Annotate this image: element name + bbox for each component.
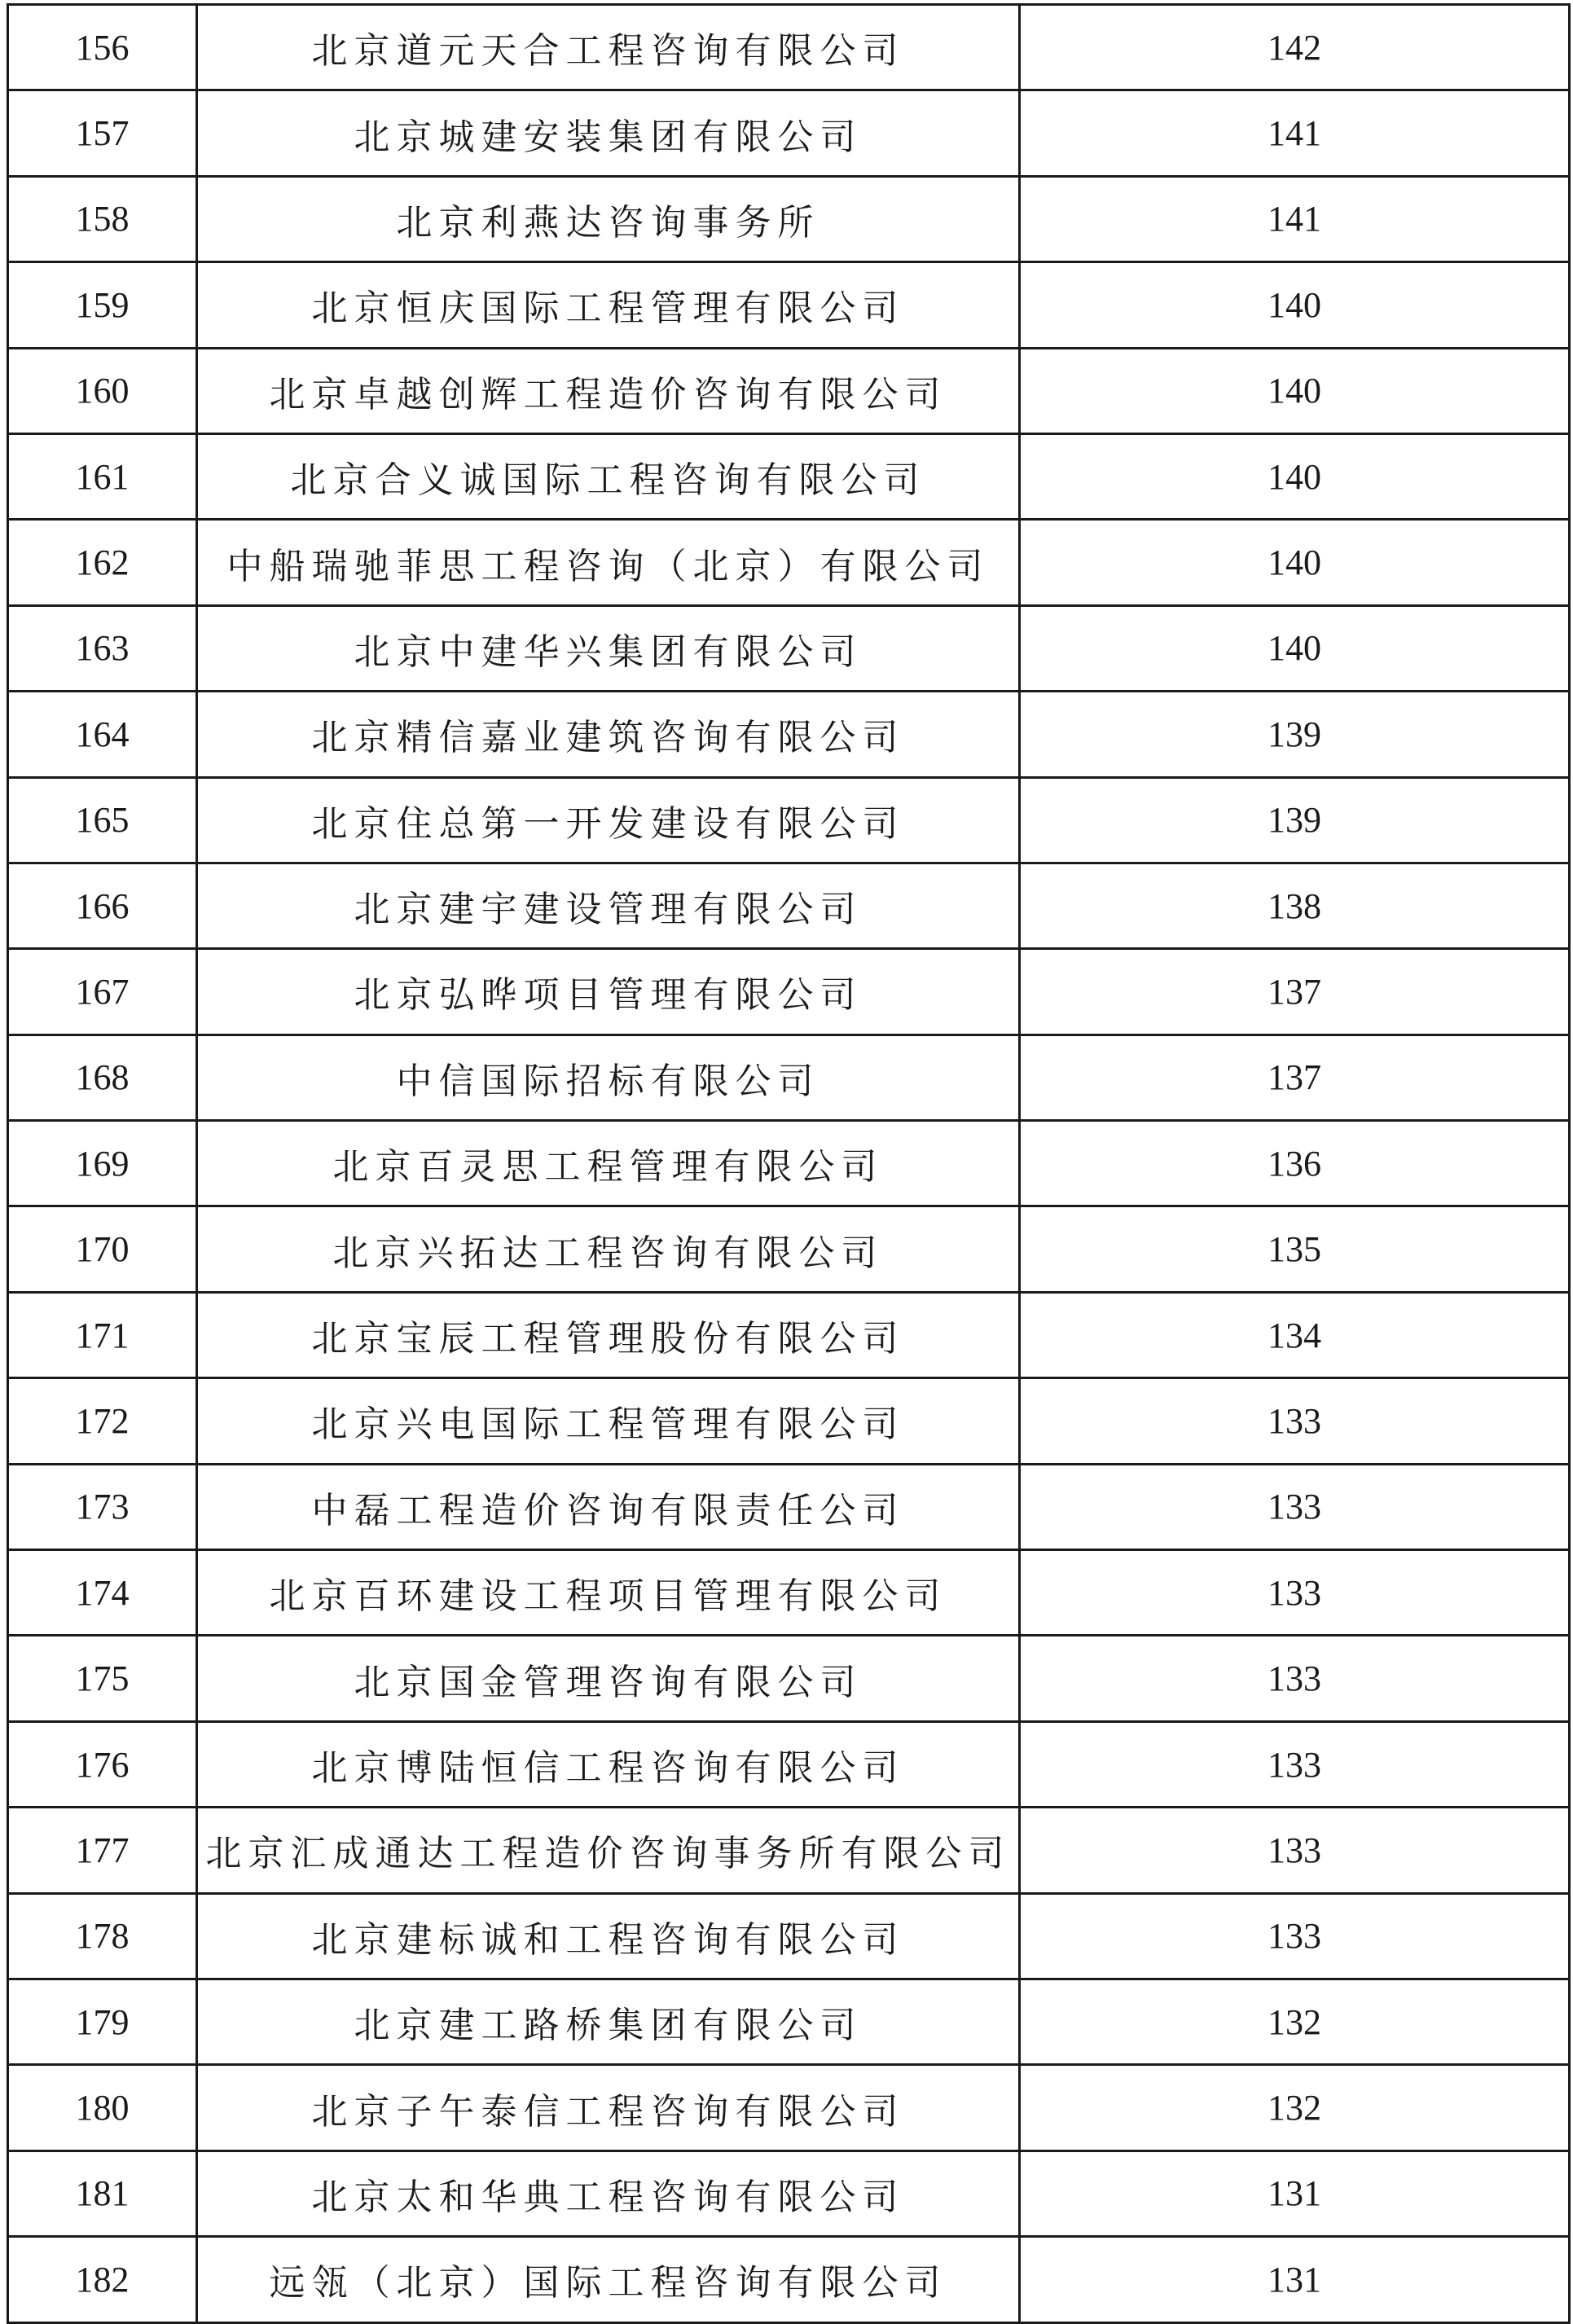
score-value: 133 [1020,1808,1570,1893]
table-row [8,5,1570,90]
score-value: 137 [1020,1035,1570,1120]
table-row [8,1893,1570,1979]
table-row [8,90,1570,176]
row-number: 182 [8,2237,197,2322]
company-name: 北京宝辰工程管理股份有限公司 [197,1292,1020,1377]
score-value: 131 [1020,2237,1570,2322]
table-row [8,1206,1570,1292]
table-row [8,1979,1570,2064]
row-number: 162 [8,520,197,605]
score-value: 139 [1020,692,1570,777]
row-number: 170 [8,1206,197,1292]
company-name: 北京百环建设工程项目管理有限公司 [197,1550,1020,1636]
row-number: 165 [8,777,197,863]
company-name: 北京中建华兴集团有限公司 [197,605,1020,691]
score-value: 133 [1020,1464,1570,1549]
row-number: 166 [8,863,197,948]
row-number: 156 [8,5,197,90]
table-row [8,2237,1570,2322]
table-row [8,949,1570,1035]
row-number: 176 [8,1721,197,1807]
score-value: 140 [1020,520,1570,605]
company-name: 中磊工程造价咨询有限责任公司 [197,1464,1020,1549]
row-number: 167 [8,949,197,1035]
score-value: 141 [1020,176,1570,261]
table-row [8,1464,1570,1549]
score-value: 140 [1020,348,1570,433]
table-row [8,1378,1570,1464]
score-value: 140 [1020,605,1570,691]
company-name: 北京子午泰信工程咨询有限公司 [197,2065,1020,2150]
company-name: 北京太和华典工程咨询有限公司 [197,2150,1020,2236]
row-number: 171 [8,1292,197,1377]
score-value: 140 [1020,433,1570,519]
table-row [8,863,1570,948]
company-name: 北京弘晔项目管理有限公司 [197,949,1020,1035]
table-row [8,1292,1570,1377]
table-row [8,1035,1570,1120]
row-number: 158 [8,176,197,261]
ranking-table-body [8,5,1570,2323]
company-name: 北京道元天合工程咨询有限公司 [197,5,1020,90]
company-name: 北京建标诚和工程咨询有限公司 [197,1893,1020,1979]
company-name: 北京建宇建设管理有限公司 [197,863,1020,948]
company-name: 北京汇成通达工程造价咨询事务所有限公司 [197,1808,1020,1893]
row-number: 159 [8,262,197,348]
table-row [8,1636,1570,1721]
company-name: 北京国金管理咨询有限公司 [197,1636,1020,1721]
ranking-table [7,3,1571,2324]
score-value: 132 [1020,1979,1570,2064]
company-name: 北京利燕达咨询事务所 [197,176,1020,261]
score-value: 133 [1020,1550,1570,1636]
row-number: 179 [8,1979,197,2064]
row-number: 157 [8,90,197,176]
score-value: 136 [1020,1121,1570,1206]
row-number: 174 [8,1550,197,1636]
score-value: 133 [1020,1636,1570,1721]
company-name: 北京精信嘉业建筑咨询有限公司 [197,692,1020,777]
table-row [8,2150,1570,2236]
table-row [8,176,1570,261]
company-name: 北京恒庆国际工程管理有限公司 [197,262,1020,348]
company-name: 北京博陆恒信工程咨询有限公司 [197,1721,1020,1807]
row-number: 161 [8,433,197,519]
score-value: 131 [1020,2150,1570,2236]
company-name: 北京卓越创辉工程造价咨询有限公司 [197,348,1020,433]
row-number: 163 [8,605,197,691]
table-row [8,520,1570,605]
table-row [8,777,1570,863]
row-number: 181 [8,2150,197,2236]
row-number: 178 [8,1893,197,1979]
ranking-table-container [7,3,1568,2324]
table-row [8,1808,1570,1893]
company-name: 中船瑞驰菲思工程咨询（北京）有限公司 [197,520,1020,605]
company-name: 远瓴（北京）国际工程咨询有限公司 [197,2237,1020,2322]
score-value: 137 [1020,949,1570,1035]
table-row [8,433,1570,519]
score-value: 133 [1020,1378,1570,1464]
table-row [8,1121,1570,1206]
company-name: 北京住总第一开发建设有限公司 [197,777,1020,863]
table-row [8,262,1570,348]
row-number: 177 [8,1808,197,1893]
table-row [8,2065,1570,2150]
company-name: 北京城建安装集团有限公司 [197,90,1020,176]
row-number: 169 [8,1121,197,1206]
row-number: 160 [8,348,197,433]
score-value: 133 [1020,1721,1570,1807]
company-name: 北京合义诚国际工程咨询有限公司 [197,433,1020,519]
score-value: 132 [1020,2065,1570,2150]
table-row [8,692,1570,777]
score-value: 142 [1020,5,1570,90]
score-value: 133 [1020,1893,1570,1979]
score-value: 139 [1020,777,1570,863]
row-number: 175 [8,1636,197,1721]
row-number: 173 [8,1464,197,1549]
company-name: 北京建工路桥集团有限公司 [197,1979,1020,2064]
score-value: 140 [1020,262,1570,348]
row-number: 180 [8,2065,197,2150]
company-name: 北京兴拓达工程咨询有限公司 [197,1206,1020,1292]
score-value: 138 [1020,863,1570,948]
score-value: 141 [1020,90,1570,176]
table-row [8,1721,1570,1807]
company-name: 中信国际招标有限公司 [197,1035,1020,1120]
table-row [8,605,1570,691]
row-number: 172 [8,1378,197,1464]
table-row [8,348,1570,433]
score-value: 134 [1020,1292,1570,1377]
table-row [8,1550,1570,1636]
company-name: 北京兴电国际工程管理有限公司 [197,1378,1020,1464]
row-number: 164 [8,692,197,777]
row-number: 168 [8,1035,197,1120]
score-value: 135 [1020,1206,1570,1292]
company-name: 北京百灵思工程管理有限公司 [197,1121,1020,1206]
